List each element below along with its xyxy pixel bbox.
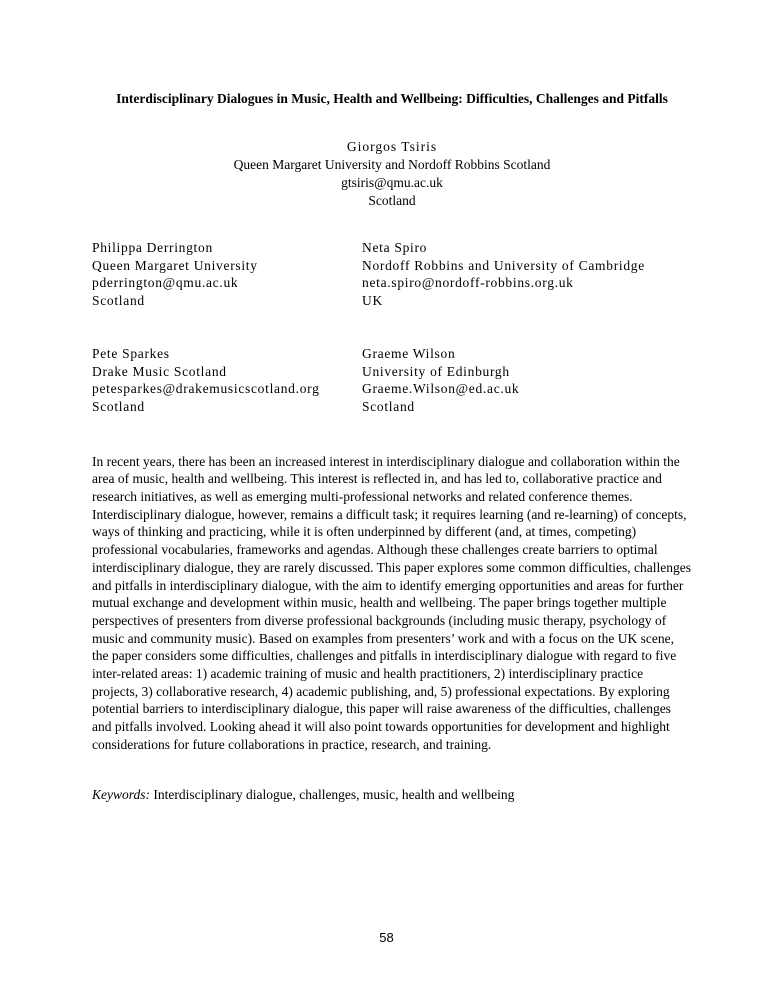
author-card: [92, 239, 362, 310]
author-affiliation: Nordoff Robbins and University of Cambridge: [362, 257, 645, 273]
page-number: 58: [379, 930, 394, 945]
paper-title: Interdisciplinary Dialogues in Music, Health and Wellbeing: Difficulties, Challenges and Pitfalls: [116, 91, 668, 106]
page-content: [92, 0, 692, 803]
presenting-author-name: Giorgos Tsiris: [346, 139, 438, 154]
author-affiliation: Drake Music Scotland: [92, 363, 227, 379]
author-row-2: [92, 345, 692, 416]
author-email: petesparkes@drakemusicscotland.org: [92, 381, 320, 397]
keywords-label: Keywords:: [92, 786, 150, 802]
author-affiliation: University of Edinburgh: [362, 363, 510, 379]
author-affiliation: Queen Margaret University: [92, 257, 258, 273]
keywords-line: [92, 786, 692, 804]
author-card: [362, 239, 692, 310]
author-card: [362, 345, 692, 416]
author-country: Scotland: [92, 398, 145, 414]
author-email: neta.spiro@nordoff-robbins.org.uk: [362, 275, 574, 291]
author-email: pderrington@qmu.ac.uk: [92, 275, 239, 291]
author-country: UK: [362, 293, 383, 309]
author-row-1: [92, 239, 692, 310]
author-name: Pete Sparkes: [92, 345, 170, 361]
author-name: Neta Spiro: [362, 240, 428, 255]
presenting-author-country: Scotland: [368, 193, 416, 208]
author-name: Graeme Wilson: [362, 345, 456, 361]
keywords-text: Interdisciplinary dialogue, challenges, music, health and wellbeing: [150, 786, 515, 802]
author-email: Graeme.Wilson@ed.ac.uk: [362, 381, 520, 397]
author-country: Scotland: [362, 398, 415, 414]
author-name: Philippa Derrington: [92, 240, 213, 255]
abstract-paragraph: In recent years, there has been an increased interest in interdisciplinary dialogue and collaboration within the area of music, health and wellbeing. This interest is reflected in, and has led to, collaborative practice and research initiatives, as well as emerging multi-professional networks and related conference themes. Interdisciplinary dialogue, however, remains a difficult task; it requires learning (and re-learning) of concepts, ways of thinking and practicing, while it is often underpinned by different (and, at times, competing) professional vocabularies, frameworks and agendas. Although these challenges create barriers to optimal interdisciplinary dialogue, they are rarely discussed. This paper explores some common difficulties, challenges and pitfalls in interdisciplinary dialogue, with the aim to identify emerging opportunities and areas for further mutual exchange and development within music, health and wellbeing. The paper brings together multiple perspectives of presenters from diverse professional backgrounds (including music therapy, psychology of music and community music). Based on examples from presenters’ work and with a focus on the UK scene, the paper considers some difficulties, challenges and pitfalls in interdisciplinary dialogue with regard to five inter-related areas: 1) academic training of music and health practitioners, 2) interdisciplinary practice projects, 3) collaborative research, 4) academic publishing, and, 5) professional expectations. By exploring potential barriers to interdisciplinary dialogue, this paper will raise awareness of the difficulties, challenges and pitfalls involved. Looking ahead it will also point towards opportunities for development and highlight considerations for future collaborations in practice, research, and training.: [92, 453, 691, 752]
author-card: [92, 345, 362, 416]
presenting-author-block: [92, 138, 692, 210]
author-country: Scotland: [92, 293, 145, 309]
presenting-author-affiliation: Queen Margaret University and Nordoff Robbins Scotland: [233, 157, 551, 172]
presenting-author-email: gtsiris@qmu.ac.uk: [341, 175, 443, 190]
